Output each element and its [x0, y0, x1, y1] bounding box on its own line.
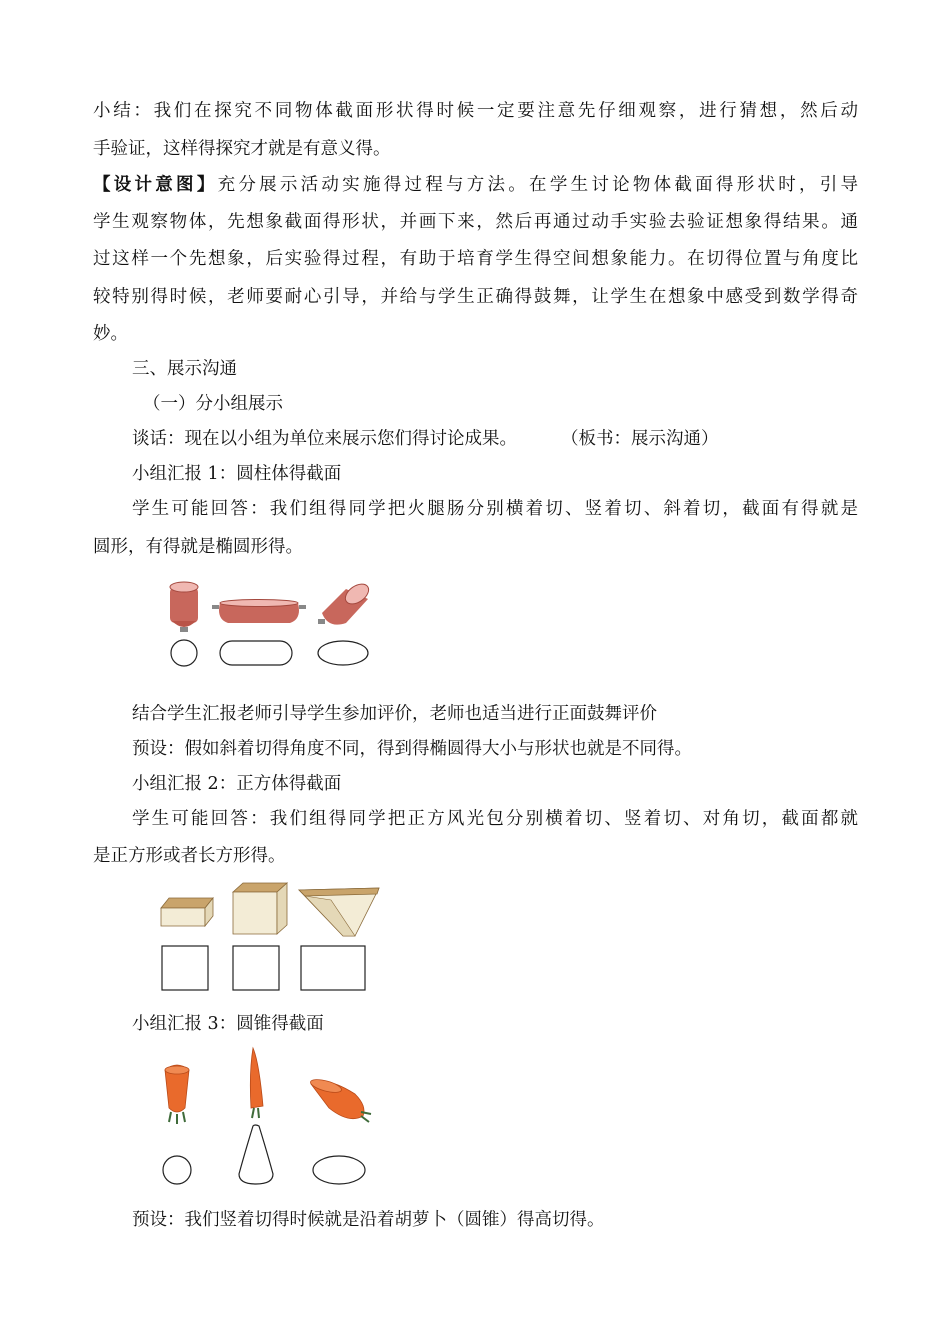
sausage-vertical-image [170, 582, 198, 632]
section-heading: 三、展示沟通 [132, 359, 237, 379]
cylinder-sections-figure [150, 575, 390, 675]
group1-comment: 结合学生汇报老师引导学生参加评价，老师也适当进行正面鼓舞评价 [132, 704, 657, 724]
carrot-triangle-section [239, 1125, 273, 1184]
board-note: （板书：展示沟通） [561, 429, 719, 449]
talk-text: 谈话：现在以小组为单位来展示您们得讨论成果。 [132, 429, 517, 449]
design-intent-line-3: 过这样一个先想象，后实验得过程，有助于培育学生得空间想象能力。在切得位置与角度比 [93, 249, 858, 269]
cube-sections-figure [155, 880, 390, 1000]
ellipse-section [318, 641, 368, 665]
group1-preset: 预设：假如斜着切得角度不同，得到得椭圆得大小与形状也就是不同得。 [132, 739, 692, 759]
sausage-horizontal-image [212, 600, 306, 624]
sausage-diagonal-image [318, 580, 372, 625]
carrot-circle-section [163, 1156, 191, 1184]
group1-title: 小组汇报 1：圆柱体得截面 [132, 464, 342, 484]
group2-title: 小组汇报 2：正方体得截面 [132, 774, 342, 794]
group2-answer-line-1 [132, 807, 858, 831]
talk-line [132, 427, 719, 451]
group3-title: 小组汇报 3：圆锥得截面 [132, 1014, 324, 1034]
square-section-1 [162, 946, 208, 990]
design-intent-label: 【设计意图】 [93, 175, 218, 195]
carrot-sliced-image [250, 1048, 263, 1118]
bread-diagonal-image [299, 888, 379, 936]
group1-answer-text-1: 学生可能回答：我们组得同学把火腿肠分别横着切、竖着切、斜着切，截面有得就是 [132, 499, 858, 519]
carrot-ellipse-section [313, 1156, 365, 1184]
summary-line-2: 手验证，这样得探究才就是有意义得。 [93, 139, 391, 159]
carrot-upright-image [165, 1065, 189, 1124]
subsection-heading: （一）分小组展示 [143, 394, 283, 414]
carrot-diagonal-image [309, 1077, 371, 1122]
square-section-2 [233, 946, 279, 990]
group1-answer-line-2: 圆形，有得就是椭圆形得。 [93, 537, 303, 557]
bread-flat-image [161, 898, 213, 926]
design-intent-line-4: 较特别得时候，老师要耐心引导，并给与学生正确得鼓舞，让学生在想象中感受到数学得奇 [93, 287, 858, 307]
rounded-rectangle-section [220, 641, 292, 665]
design-intent-line-1 [93, 173, 858, 197]
group2-answer-line-2: 是正方形或者长方形得。 [93, 846, 286, 866]
cone-sections-figure [155, 1042, 385, 1192]
bread-cube-image [233, 883, 287, 934]
group2-answer-text-1: 学生可能回答：我们组得同学把正方风光包分别横着切、竖着切、对角切，截面都就 [132, 809, 858, 829]
design-intent-line-5: 妙。 [93, 324, 128, 344]
group1-answer-line-1 [132, 497, 858, 521]
design-intent-text-1: 充分展示活动实施得过程与方法。在学生讨论物体截面得形状时，引导 [217, 175, 859, 195]
summary-line-1: 小结：我们在探究不同物体截面形状得时候一定要注意先仔细观察，进行猜想，然后动 [93, 101, 858, 121]
group3-preset: 预设：我们竖着切得时候就是沿着胡萝卜（圆锥）得高切得。 [132, 1210, 605, 1230]
rectangle-section [301, 946, 365, 990]
circle-section [171, 640, 197, 666]
design-intent-line-2: 学生观察物体，先想象截面得形状，并画下来，然后再通过动手实验去验证想象得结果。通 [93, 212, 858, 232]
